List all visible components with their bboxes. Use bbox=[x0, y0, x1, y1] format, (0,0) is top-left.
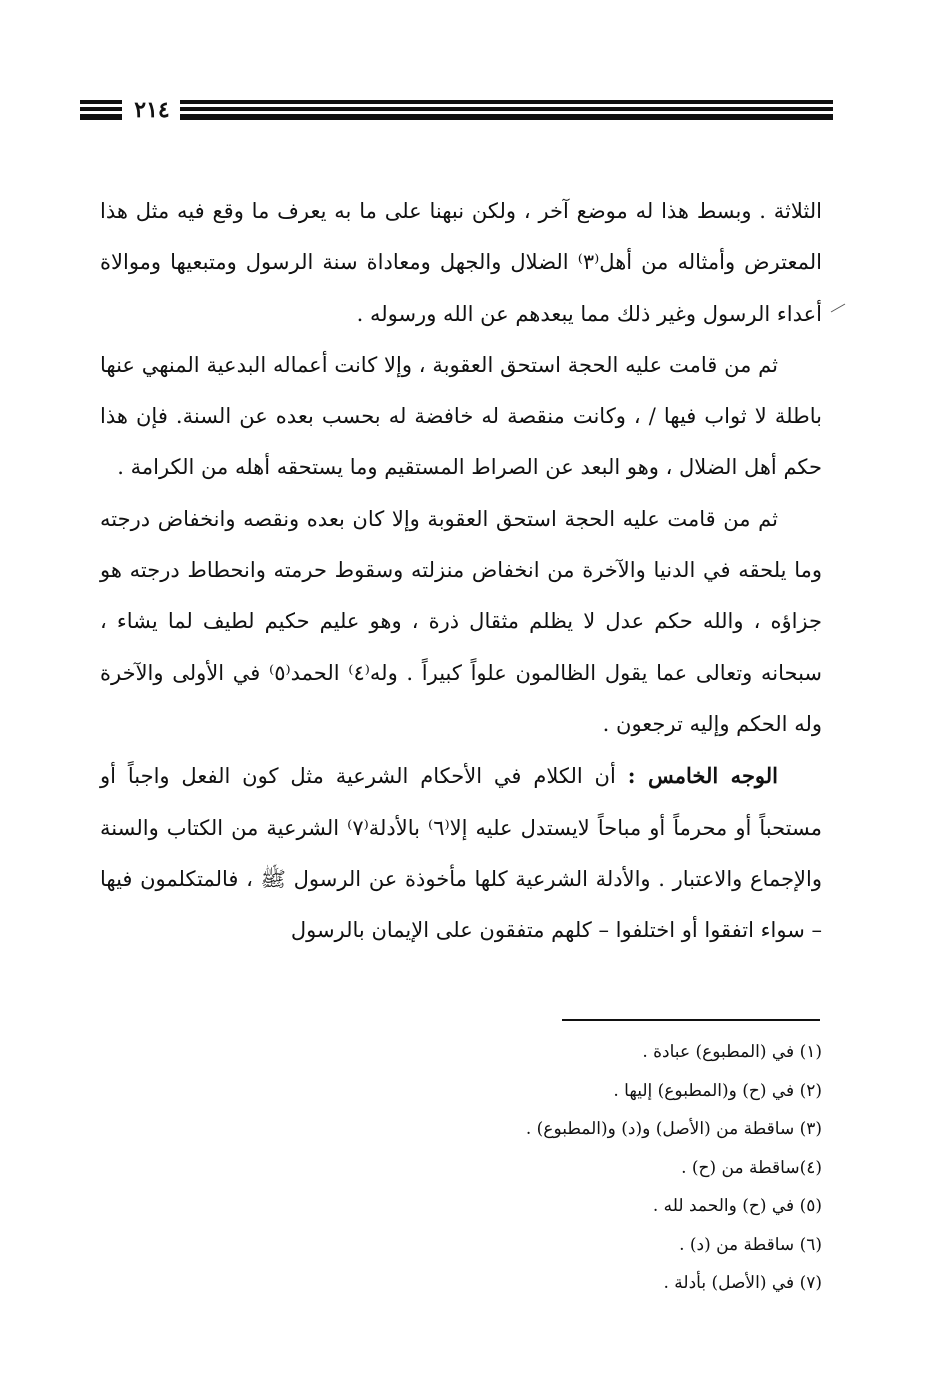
page-header bbox=[80, 96, 833, 126]
section-lead: الوجه الخامس : bbox=[627, 763, 779, 789]
footnote-separator bbox=[562, 1019, 820, 1021]
header-rule-right bbox=[180, 100, 833, 122]
paragraph-text: أن الكلام في الأحكام الشرعية مثل كون الفعل واجباً أو مستحباً أو محرماً أو مباحاً لايستدل عليه إلا⁽٦⁾ بالأدلة⁽٧⁾ الشرعية من الكتاب والسنة والإجماع والاعتبار . والأدلة الشرعية كلها مأخوذة عن الرسول ﷺ ، فالمتكلمون فيها – سواء اتفقوا أو اختلفوا – كلهم متفقون على الإيمان بالرسول bbox=[100, 764, 822, 943]
footnote: (٦) ساقطة من (د) . bbox=[679, 1234, 822, 1255]
paragraph-text: الثلاثة . وبسط هذا له موضع آخر ، ولكن نبهنا على ما به يعرف ما وقع فيه مثل هذا المعترض وأمثاله من أهل⁽٣⁾ الضلال والجهل ومعاداة سنة الرسول ومتبعيها وموالاة أعداء الرسول وغير ذلك مما يبعدهم عن الله ورسوله . bbox=[100, 199, 822, 326]
footnote: (٧) في (الأصل) بأدلة . bbox=[663, 1273, 822, 1293]
footnote: (٥) في (ح) والحمد لله . bbox=[652, 1196, 822, 1216]
main-text bbox=[100, 186, 822, 956]
page-number: ٢١٤ bbox=[134, 97, 170, 123]
footnote: (١) في (المطبوع) عبادة . bbox=[642, 1042, 822, 1062]
footnotes-list bbox=[300, 1033, 822, 1303]
paragraph bbox=[100, 750, 822, 956]
footnote: (٢) في (ح) و(المطبوع) إليها . bbox=[613, 1080, 822, 1101]
footnote: (٤)ساقطة من (ح) . bbox=[681, 1157, 822, 1178]
footnote: (٣) ساقطة من (الأصل) و(د) و(المطبوع) . bbox=[525, 1119, 822, 1139]
paragraph bbox=[100, 186, 822, 340]
paragraph-text: ثم من قامت عليه الحجة استحق العقوبة وإلا كان بعده ونقصه وانخفاض درجته وما يلحقه في الدنيا والآخرة من انخفاض منزلته وسقوط حرمته وانحطاط درجته هو جزاؤه ، والله حكم عدل لا يظلم مثقال ذرة ، وهو عليم حكيم لطيف لما يشاء ، سبحانه وتعالى عما يقول الظالمون علواً كبيراً . وله⁽٤⁾ الحمد⁽٥⁾ في الأولى والآخرة وله الحكم وإليه ترجعون . bbox=[100, 506, 822, 736]
paragraph bbox=[100, 494, 822, 750]
margin-mark-icon bbox=[830, 303, 846, 313]
paragraph bbox=[100, 340, 822, 494]
header-rule-left bbox=[80, 100, 122, 122]
paragraph-text: ثم من قامت عليه الحجة استحق العقوبة ، وإلا كانت أعماله البدعية المنهي عنها باطلة لا ثواب فيها / ، وكانت منقصة له خافضة له بحسب بعده عن السنة. فإن هذا حكم أهل الضلال ، وهو البعد عن الصراط المستقيم وما يستحقه أهله من الكرامة . bbox=[100, 352, 822, 480]
